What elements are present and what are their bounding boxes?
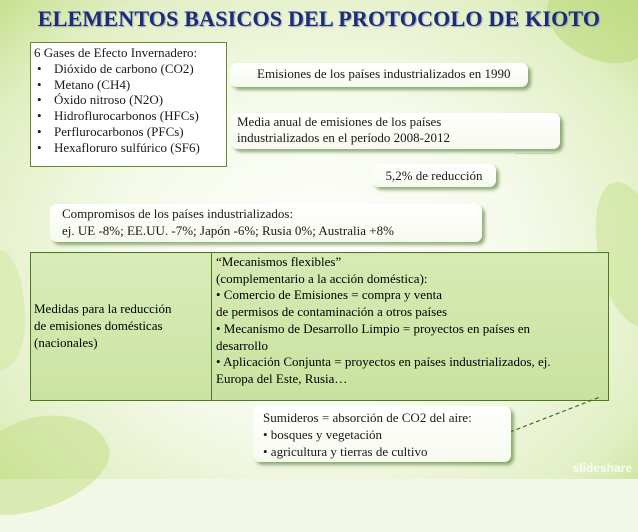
mecanismos-line-5: • Mecanismo de Desarrollo Limpio = proyectos en países en xyxy=(216,320,531,336)
media-line-1: Media anual de emisiones de los países xyxy=(237,114,442,129)
gas-item: • Dióxido de carbono (CO2) xyxy=(34,61,223,77)
mecanismos-line-4: de permisos de contaminación a otros países xyxy=(216,304,448,320)
connector-line xyxy=(510,397,600,432)
mecanismos-line-1: “Mecanismos flexibles” xyxy=(216,254,342,269)
mecanismos-line-2: (complementario a la acción doméstica): xyxy=(216,270,428,286)
mecanismos-line-6: desarrollo xyxy=(216,337,268,353)
sumideros-line-1: Sumideros = absorción de CO2 del aire: xyxy=(263,410,472,425)
media-line-2: industrializados en el período 2008-2012 xyxy=(237,130,451,145)
compromisos-line-2: ej. UE -8%; EE.UU. -7%; Japón -6%; Rusia 0%; Australia +8% xyxy=(62,223,394,238)
gas-item: • Óxido nitroso (N2O) xyxy=(34,92,223,108)
medidas-left-line-3: (nacionales) xyxy=(34,334,98,350)
sumideros-line-2: • bosques y vegetación xyxy=(263,427,382,442)
mecanismos-line-3: • Comercio de Emisiones = compra y venta xyxy=(216,287,442,303)
gas-item: • Hexafloruro sulfúrico (SF6) xyxy=(34,140,223,156)
reduccion-box: 5,2% de reducción xyxy=(372,164,496,187)
compromisos-line-1: Compromisos de los países industrializados: xyxy=(62,206,294,221)
medidas-left-line-1: Medidas para la reducción xyxy=(34,301,172,317)
mecanismos-line-7: • Aplicación Conjunta = proyectos en países industrializados, ej. xyxy=(216,354,551,370)
gases-heading: 6 Gases de Efecto Invernadero: xyxy=(34,45,198,60)
watermark-logo: slideshare xyxy=(572,461,632,475)
gas-item: • Perflurocarbonos (PFCs) xyxy=(34,124,223,140)
gas-item: • Metano (CH4) xyxy=(34,77,223,93)
slide-title: ELEMENTOS BASICOS DEL PROTOCOLO DE KIOTO xyxy=(37,6,601,31)
mecanismos-line-8: Europa del Este, Rusia… xyxy=(216,370,348,386)
gas-item: • Hidroflurocarbonos (HFCs) xyxy=(34,108,223,124)
medidas-left-line-2: de emisiones domésticas xyxy=(34,318,163,334)
sumideros-box xyxy=(253,406,511,462)
emisiones-1990-box: Emisiones de los países industrializados en 1990 xyxy=(230,63,528,87)
sumideros-line-3: • agricultura y tierras de cultivo xyxy=(263,444,428,459)
